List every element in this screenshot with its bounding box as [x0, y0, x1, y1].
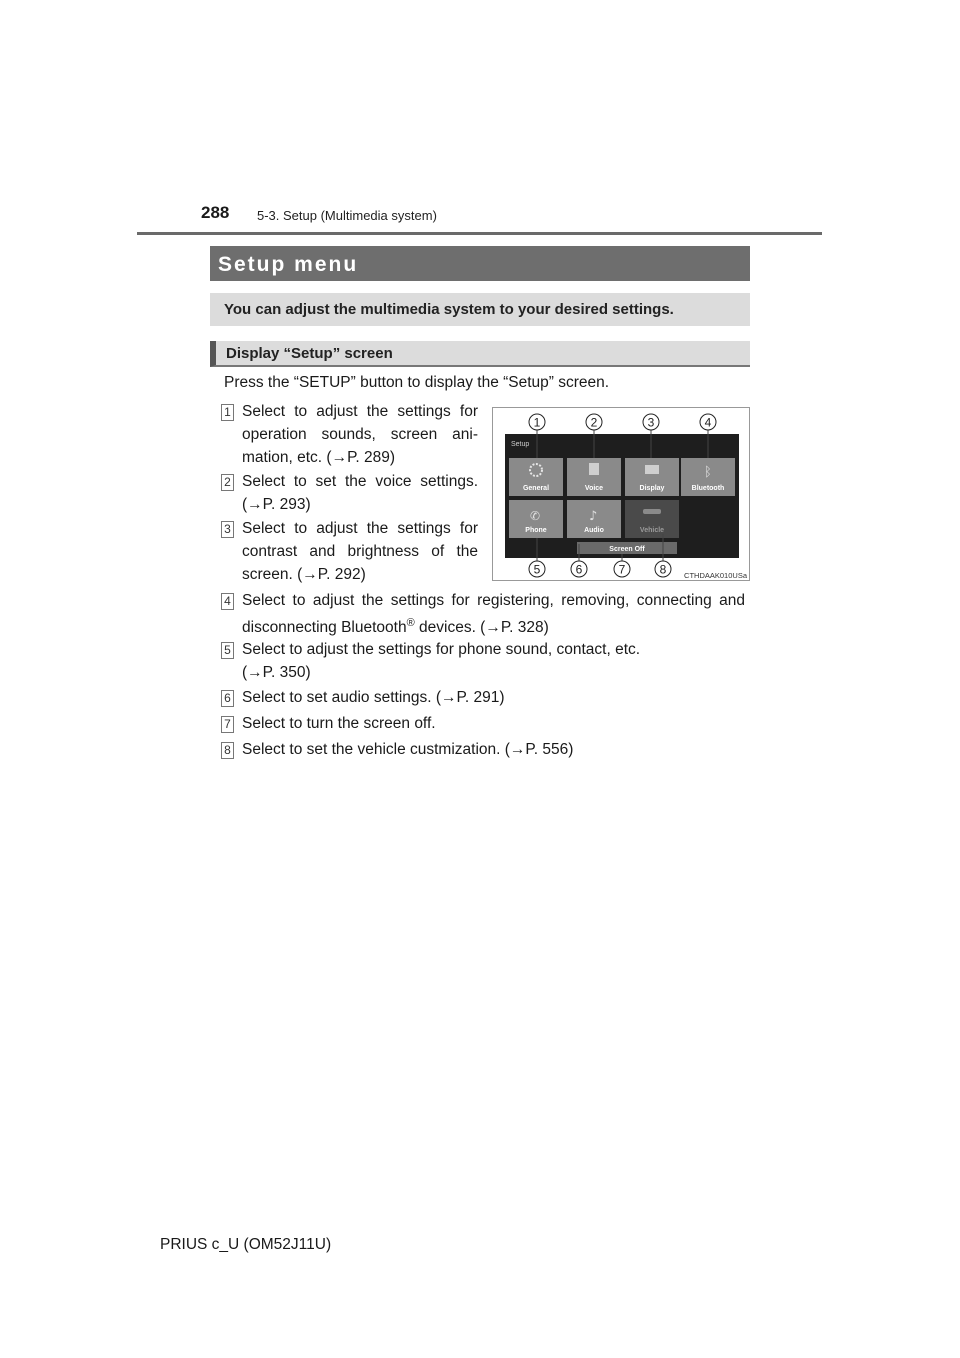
- setup-screen-figure: [492, 407, 750, 581]
- callout-5: 5: [533, 562, 541, 577]
- item-text-5-line2: (→P. 350): [242, 664, 311, 681]
- voice-icon: [589, 463, 599, 475]
- item-badge-3: 3: [221, 521, 234, 538]
- figure-code: CTHDAAK010USa: [684, 571, 747, 580]
- callout-3: 3: [647, 415, 655, 430]
- callout-1: 1: [533, 415, 541, 430]
- voice-label: Voice: [584, 485, 604, 492]
- screen-title: Setup: [511, 441, 530, 448]
- vehicle-label: Vehicle: [639, 527, 665, 534]
- item-badge-5: 5: [221, 642, 234, 659]
- item-text-5: [242, 638, 745, 684]
- item-badge-8: 8: [221, 742, 234, 759]
- item-text-5-line1: Select to adjust the settings for phone sound, contact, etc.: [242, 641, 641, 658]
- lead-text: You can adjust the multimedia system to your desired settings.: [224, 301, 674, 318]
- item-text-6: Select to set audio settings. (→P. 291): [242, 689, 505, 706]
- item-text-2: Select to set the voice settings. (→P. 293): [242, 473, 478, 513]
- screen-off-label: Screen Off: [609, 546, 645, 553]
- item-text-4-b: devices. (→P. 328): [414, 619, 549, 637]
- callout-4: 4: [704, 415, 712, 430]
- music-note-icon: ♪: [589, 509, 598, 524]
- display-label: Display: [639, 485, 665, 492]
- page-number: 288: [201, 203, 230, 222]
- car-icon: [643, 509, 661, 514]
- bluetooth-icon: ᛒ: [704, 465, 712, 480]
- item-text-4-a: Select to adjust the settings for registering, removing, connecting and disconnecting Bluetooth: [242, 592, 745, 637]
- item-badge-6: 6: [221, 690, 234, 707]
- callout-8: 8: [659, 562, 667, 577]
- item-text-1: Select to adjust the settings for operation sounds, screen ani-mation, etc. (→P. 289): [242, 403, 478, 466]
- subsection-title: Display “Setup” screen: [226, 345, 393, 362]
- item-text-8: Select to set the vehicle custmization. (→P. 556): [242, 741, 574, 758]
- item-text-4: [242, 589, 745, 639]
- lead-bar: [210, 293, 750, 326]
- page-title: Setup menu: [218, 253, 359, 276]
- general-label: General: [522, 485, 550, 492]
- item-badge-1: 1: [221, 404, 234, 421]
- title-bar: [210, 246, 750, 281]
- phone-icon: ✆: [530, 509, 541, 523]
- item-badge-2: 2: [221, 474, 234, 491]
- callout-7: 7: [618, 562, 626, 577]
- item-text-7: Select to turn the screen off.: [242, 715, 436, 732]
- header-rule: [137, 232, 822, 235]
- callout-6: 6: [575, 562, 583, 577]
- footer-model: PRIUS c_U (OM52J11U): [160, 1236, 332, 1253]
- audio-label: Audio: [584, 527, 604, 534]
- item-badge-7: 7: [221, 716, 234, 733]
- registered-mark: ®: [406, 617, 415, 629]
- bluetooth-label: Bluetooth: [691, 485, 725, 492]
- intro-text: Press the “SETUP” button to display the “Setup” screen.: [224, 374, 610, 391]
- item-badge-4: 4: [221, 593, 234, 610]
- section-path: 5-3. Setup (Multimedia system): [257, 208, 437, 223]
- display-icon: [645, 465, 659, 474]
- callout-2: 2: [590, 415, 598, 430]
- phone-label: Phone: [525, 527, 547, 534]
- item-text-3: Select to adjust the settings for contrast and brightness of the screen. (→P. 292): [242, 520, 478, 583]
- subsection-bar: [210, 341, 750, 367]
